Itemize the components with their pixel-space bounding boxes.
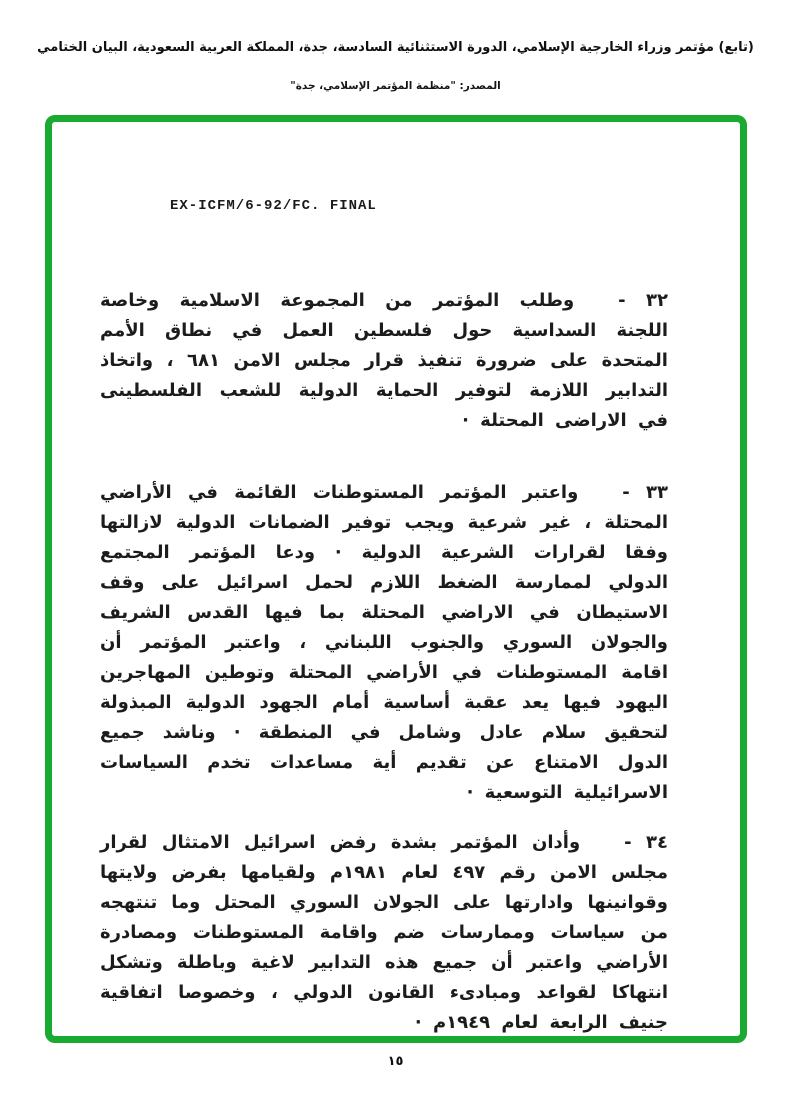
paragraph <box>100 286 668 436</box>
report-source-line: المصدر: "منظمة المؤتمر الإسلامي، جدة" <box>290 80 501 92</box>
document-reference: EX-ICFM/6-92/FC. FINAL <box>170 198 377 214</box>
paragraph-text: وأدان المؤتمر بشدة رفض اسرائيل الامتثال لقرار مجلس الامن رقم ٤٩٧ لعام ١٩٨١م ولقيامها بفرض ولايتها وقوانينها وادارتها على الجولان السوري المحتل وما تنتهجه من سياسات وممارسات ضم واقامة المستوطنات ومصادرة الأراضي واعتبر أن جميع هذه التدابير لاغية وباطلة وتشكل انتهاكا لقواعد ومبادىء القانون الدولي ، وخصوصا اتفاقية جنيف الرابعة لعام ١٩٤٩م · <box>100 832 669 1033</box>
paragraph-text: واعتبر المؤتمر المستوطنات القائمة في الأراضي المحتلة ، غير شرعية ويجب توفير الضمانات الدولية لازالتها وفقا لقرارات الشرعية الدولية · ودعا المؤتمر المجتمع الدولي لممارسة الضغط اللازم لحمل اسرائيل على وقف الاستيطان في الاراضي المحتلة بما فيها القدس الشريف والجولان السوري والجنوب اللبناني ، واعتبر المؤتمر أن اقامة المستوطنات في الأراضي المحتلة وتوطين المهاجرين اليهود فيها يعد عقبة أساسية أمام الجهود الدولية المبذولة لتحقيق سلام عادل وشامل في المنطقة · وناشد جميع الدول الامتناع عن تقديم أية مساعدات تخدم السياسات الاسرائيلية التوسعية · <box>100 482 668 803</box>
page-number: ١٥ <box>387 1054 404 1069</box>
document-page-frame <box>45 115 747 1043</box>
paragraph-number: ٣٤ - <box>624 832 668 853</box>
report-header-title: (تابع) مؤتمر وزراء الخارجية الإسلامي، الدورة الاستثنائية السادسة، جدة، المملكة العربية السعودية، البيان الختامي <box>37 40 754 55</box>
paragraph-number: ٣٢ - <box>618 290 668 311</box>
paragraph <box>100 828 668 1038</box>
paragraph <box>100 478 668 808</box>
paragraph-number: ٣٣ - <box>622 482 668 503</box>
paragraphs <box>52 122 740 1036</box>
paragraph-text: وطلب المؤتمر من المجموعة الاسلامية وخاصة اللجنة السداسية حول فلسطين العمل في نطاق الأمم المتحدة على ضرورة تنفيذ قرار مجلس الامن ٦٨١ ، واتخاذ التدابير اللازمة لتوفير الحماية الدولية للشعب الفلسطينى في الاراضى المحتلة · <box>100 290 668 431</box>
